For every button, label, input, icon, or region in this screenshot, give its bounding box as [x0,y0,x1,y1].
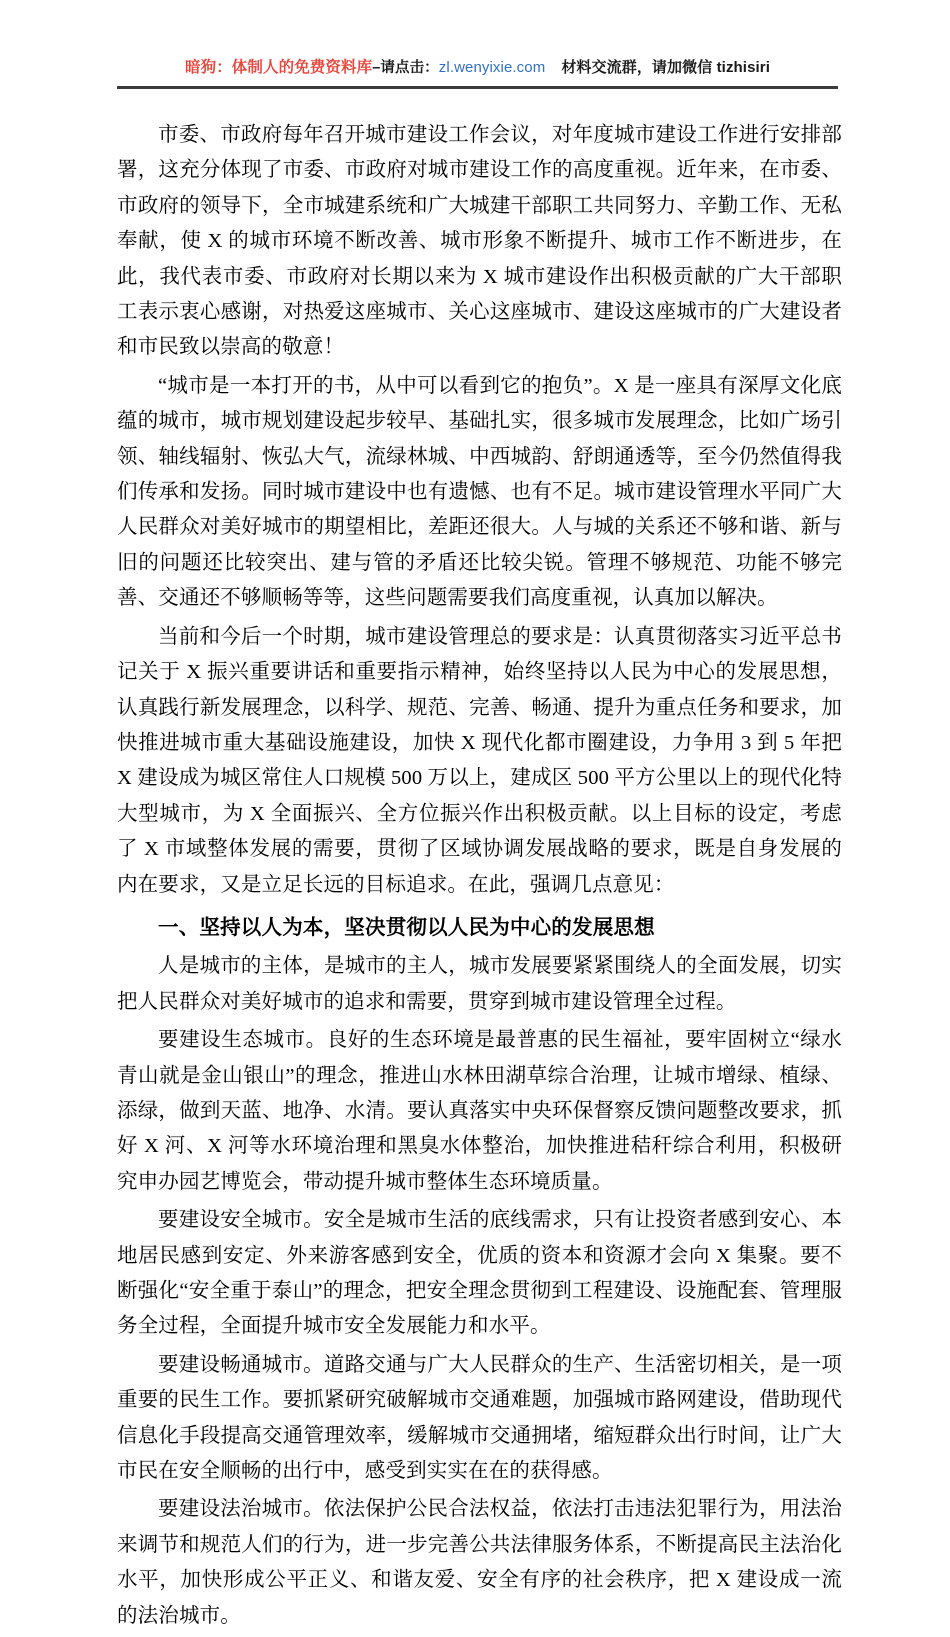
promo-click-prefix: –请点击： [372,60,439,76]
promo-wechat-note: 材料交流群，请加微信 tizhisiri [561,59,770,76]
document-content [117,118,842,1637]
promo-brand-text: 暗狗：体制人的免费资料库 [185,59,373,76]
body-paragraph: 人是城市的主体，是城市的主人，城市发展要紧紧围绕人的全面发展，切实把人民群众对美好城市的追求和需要，贯穿到城市建设管理全过程。 [117,955,842,1013]
body-paragraph: 当前和今后一个时期，城市建设管理总的要求是：认真贯彻落实习近平总书记关于 X 振兴重要讲话和重要指示精神，始终坚持以人民为中心的发展思想，认真践行新发展理念，以科学、规范、完善、畅通、提升为重点任务和要求，加快推进城市重大基础设施建设，加快 X 现代化都市圈建设，力争用 3 到 5 年把 X 建设成为城区常住人口规模 500 万以上，建成区 500 平方公里以上的现代化特大型城市，为 X 全面振兴、全方位振兴作出积极贡献。以上目标的设定，考虑了 X 市域整体发展的需要，贯彻了区域协调发展战略的要求，既是自身发展的内在要求，又是立足长远的目标追求。在此，强调几点意见： [117,625,842,896]
section-heading: 一、坚持以人为本，坚决贯彻以人民为中心的发展思想 [158,915,655,939]
promo-site-link[interactable]: zl.wenyixie.com [438,59,546,76]
promo-header-banner [117,58,838,89]
body-paragraph: 要建设安全城市。安全是城市生活的底线需求，只有让投资者感到安心、本地居民感到安定、外来游客感到安全，优质的资本和资源才会向 X 集聚。要不断强化“安全重于泰山”的理念，把安全理念贯彻到工程建设、设施配套、管理服务全过程，全面提升城市安全发展能力和水平。 [117,1209,842,1338]
body-paragraph: “城市是一本打开的书，从中可以看到它的抱负”。X 是一座具有深厚文化底蕴的城市，城市规划建设起步较早、基础扎实，很多城市发展理念，比如广场引领、轴线辐射、恢弘大气，流绿林城、中西城韵、舒朗通透等，至今仍然值得我们传承和发扬。同时城市建设中也有遗憾、也有不足。城市建设管理水平同广大人民群众对美好城市的期望相比，差距还很大。人与城的关系还不够和谐、新与旧的问题还比较突出、建与管的矛盾还比较尖锐。管理不够规范、功能不够完善、交通还不够顺畅等等，这些问题需要我们高度重视，认真加以解决。 [117,374,842,610]
promo-header-line [117,58,838,86]
body-paragraph: 市委、市政府每年召开城市建设工作会议，对年度城市建设工作进行安排部署，这充分体现了市委、市政府对城市建设工作的高度重视。近年来，在市委、市政府的领导下，全市城建系统和广大城建干部职工共同努力、辛勤工作、无私奉献，使 X 的城市环境不断改善、城市形象不断提升、城市工作不断进步，在此，我代表市委、市政府对长期以来为 X 城市建设作出积极贡献的广大干部职工表示衷心感谢，对热爱这座城市、关心这座城市、建设这座城市的广大建设者和市民致以崇高的敬意！ [117,124,842,359]
promo-header-divider [117,86,838,89]
body-paragraph: 要建设法治城市。依法保护公民合法权益，依法打击违法犯罪行为，用法治来调节和规范人们的行为，进一步完善公共法律服务体系，不断提高民主法治化水平，加快形成公平正义、和谐友爱、安全有序的社会秩序，把 X 建设成一流的法治城市。 [117,1498,842,1627]
body-paragraph: 要建设畅通城市。道路交通与广大人民群众的生产、生活密切相关，是一项重要的民生工作。要抓紧研究破解城市交通难题，加强城市路网建设，借助现代信息化手段提高交通管理效率，缓解城市交通拥堵，缩短群众出行时间，让广大市民在安全顺畅的出行中，感受到实实在在的获得感。 [117,1353,842,1483]
body-paragraph: 要建设生态城市。良好的生态环境是最普惠的民生福祉，要牢固树立“绿水青山就是金山银山”的理念，推进山水林田湖草综合治理，让城市增绿、植绿、添绿，做到天蓝、地净、水清。要认真落实中央环保督察反馈问题整改要求，抓好 X 河、X 河等水环境治理和黑臭水体整治，加快推进秸秆综合利用，积极研究申办园艺博览会，带动提升城市整体生态环境质量。 [117,1029,842,1193]
